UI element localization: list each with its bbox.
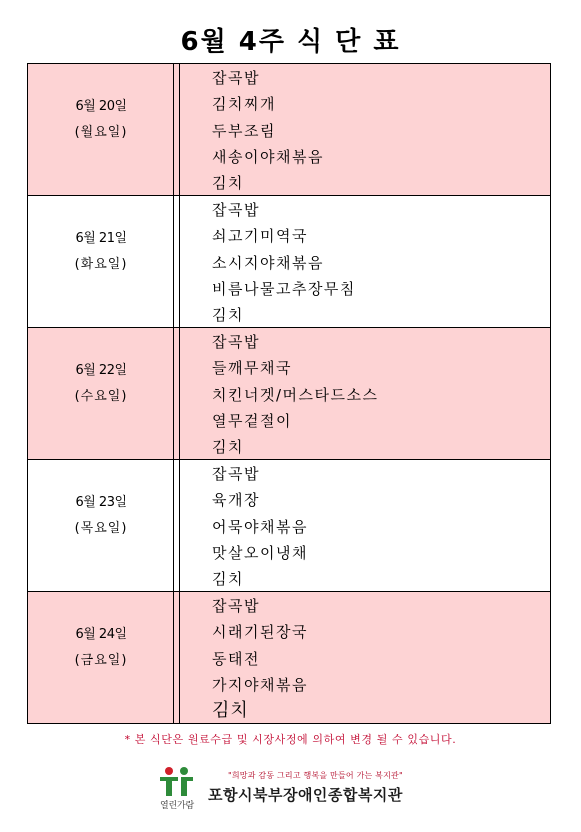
notice-text: 본 식단은 원료수급 및 시장사정에 의하여 변경 될 수 있습니다. [134,733,457,746]
day-row-thu [28,460,550,592]
menu-notice [0,731,581,747]
menu-item: 김치 [212,306,244,325]
day-row-fri [28,592,550,724]
double-divider [179,64,180,195]
weekday-label: (월요일) [74,125,128,140]
day-row-mon [28,64,550,196]
menu-item: 새송이야채볶음 [212,147,324,166]
menu-items [212,329,550,460]
menu-item: 시래기된장국 [212,623,308,642]
day-row-wed [28,328,550,460]
menu-item: 어묵야채볶음 [212,517,308,536]
date-label: 6월 20일 [75,99,127,114]
double-divider [179,592,180,723]
menu-item: 잡곡밥 [212,465,260,483]
menu-item: 동태전 [212,649,260,668]
date-label: 6월 21일 [75,231,127,246]
slogan: "희망과 감동 그리고 행복을 만들어 가는 복지관" [228,771,403,780]
menu-table [27,63,551,724]
menu-item: 맛살오이냉채 [212,543,308,562]
menu-item: 가지야채볶음 [212,675,308,694]
organization-name: 포항시북부장애인종합복지관 [208,786,403,804]
date-cell [28,64,174,195]
menu-items [212,65,550,196]
double-divider [179,196,180,327]
page-title: 6월 4주 식 단 표 [180,27,401,57]
date-cell [28,328,174,459]
menu-item: 김치찌개 [212,95,276,114]
date-label: 6월 22일 [75,363,127,378]
menu-item: 잡곡밥 [212,597,260,615]
menu-item: 육개장 [212,491,260,510]
menu-item: 치킨너겟/머스타드소스 [212,385,379,404]
menu-item: 쇠고기미역국 [212,227,308,246]
menu-item: 소시지야채볶음 [212,253,324,272]
weekday-label: (금요일) [74,653,128,668]
weekday-label: (목요일) [74,521,128,536]
menu-item: 들깨무채국 [212,359,292,378]
menu-item: 김치 [212,174,244,193]
date-label: 6월 23일 [75,495,127,510]
double-divider [179,328,180,459]
date-cell [28,196,174,327]
menu-item: 열무겉절이 [212,411,292,430]
weekday-label: (수요일) [74,389,128,404]
logo-graphic [150,766,204,798]
date-cell [28,460,174,591]
date-cell [28,592,174,723]
logo-text: 열린가람 [160,801,194,811]
menu-item: 김치 [212,700,249,722]
double-divider [179,460,180,591]
menu-items [212,197,550,328]
date-label: 6월 24일 [75,627,127,642]
menu-items [212,461,550,592]
menu-item: 김치 [212,570,244,589]
menu-items [212,593,550,724]
menu-item: 김치 [212,438,244,457]
menu-item: 잡곡밥 [212,201,260,219]
footer [150,764,440,812]
menu-item: 잡곡밥 [212,333,260,351]
menu-item: 비름나물고추장무침 [212,279,356,298]
menu-item: 두부조림 [212,121,276,140]
asterisk: * [124,733,131,746]
tree-people-logo-icon [150,766,204,810]
weekday-label: (화요일) [74,257,128,272]
menu-item: 잡곡밥 [212,69,260,87]
day-row-tue [28,196,550,328]
